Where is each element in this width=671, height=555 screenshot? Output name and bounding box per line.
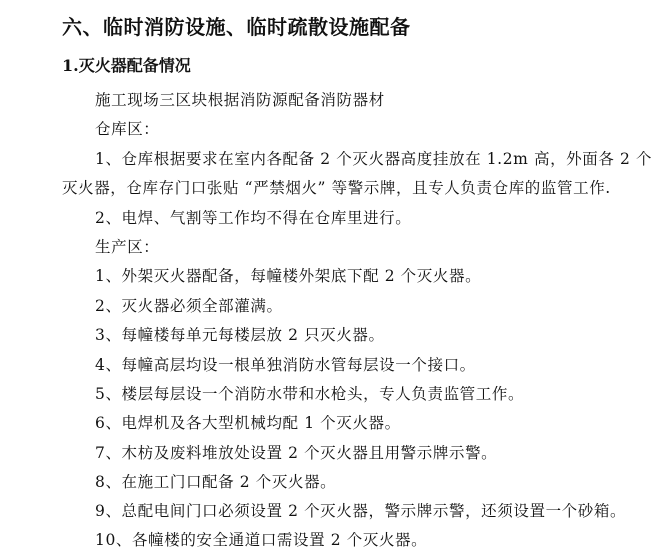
production-item-7: 7、木枋及废料堆放处设置 2 个灭火器且用警示牌示警。 [95, 444, 498, 462]
intro-line: 施工现场三区块根据消防源配备消防器材 [95, 91, 385, 109]
production-item-9: 9、总配电间门口必须设置 2 个灭火器，警示牌示警，还须设置一个砂箱。 [95, 502, 627, 520]
production-item-1: 1、外架灭火器配备，每幢楼外架底下配 2 个灭火器。 [95, 267, 482, 285]
production-item-3: 3、每幢楼每单元每楼层放 2 只灭火器。 [95, 326, 385, 344]
subsection-heading: 1.灭火器配备情况 [62, 56, 191, 75]
production-item-10: 10、各幢楼的安全通道口需设置 2 个灭火器。 [95, 531, 428, 549]
warehouse-item-1: 1、仓库根据要求在室内各配备 2 个灭火器高度挂放在 1.2m 高，外面各 2 个 [95, 150, 653, 168]
section-heading: 六、临时消防设施、临时疏散设施配备 [62, 15, 411, 39]
production-item-4: 4、每幢高层均设一根单独消防水管每层设一个接口。 [95, 356, 476, 374]
production-item-5: 5、楼层每层设一个消防水带和水枪头，专人负责监管工作。 [95, 385, 525, 403]
production-item-8: 8、在施工门口配备 2 个灭火器。 [95, 473, 337, 491]
production-area-label: 生产区： [95, 238, 160, 256]
warehouse-item-1-cont: 灭火器，仓库存门口张贴 “严禁烟火” 等警示牌，且专人负责仓库的监管工作. [62, 179, 611, 197]
warehouse-item-2: 2、电焊、气割等工作均不得在仓库里进行。 [95, 209, 412, 227]
production-item-2: 2、灭火器必须全部灌满。 [95, 297, 283, 315]
warehouse-area-label: 仓库区： [95, 120, 160, 138]
production-item-6: 6、电焊机及各大型机械均配 1 个灭火器。 [95, 414, 401, 432]
